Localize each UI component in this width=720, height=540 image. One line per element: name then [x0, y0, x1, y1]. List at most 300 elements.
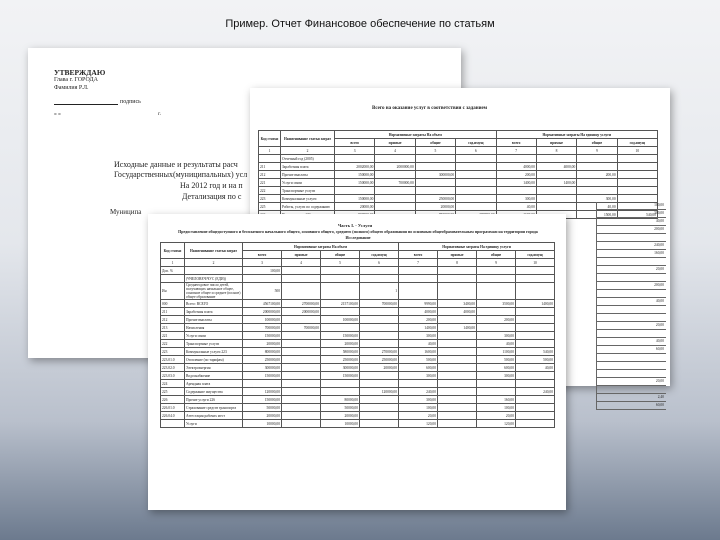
table-row [161, 356, 555, 364]
doc3-cell: Заработная плата [185, 308, 243, 316]
doc3-cell: 226 [161, 396, 185, 404]
doc2-subheader: прямые [375, 139, 415, 147]
table-row [161, 388, 555, 396]
doc2-column-number: 5 [415, 147, 455, 155]
doc3-cell: 120,00 [477, 420, 516, 428]
doc2-subheader: сод.имущ [456, 139, 496, 147]
doc3-cell [321, 388, 360, 396]
doc2-right-value: 60,00 [596, 402, 666, 410]
doc2-column-number: 4 [375, 147, 415, 155]
doc3-cell: 221 [161, 332, 185, 340]
table-row [161, 332, 555, 340]
doc2-cell [415, 163, 455, 171]
doc3-cell [243, 275, 282, 283]
doc3-cell: 120,00 [399, 420, 438, 428]
doc2-right-value [596, 386, 666, 394]
table-row [161, 275, 555, 283]
doc3-cell [360, 316, 399, 324]
doc3-cell: 100000,00 [243, 316, 282, 324]
doc3-cell: Аттестация рабочих мест [185, 412, 243, 420]
doc3-cell: 100,00 [477, 404, 516, 412]
doc3-cell [438, 332, 477, 340]
table-row [161, 348, 555, 356]
doc3-cell: 10000,00 [321, 420, 360, 428]
doc2-right-value: 300,00 [596, 210, 666, 218]
doc2-cell [617, 171, 657, 179]
doc2-cell [415, 179, 455, 187]
doc2-cell: 150000,00 [335, 195, 375, 203]
doc3-cell: Ин [161, 283, 185, 300]
table-row [259, 163, 658, 171]
doc3-cell: 700000,00 [360, 300, 399, 308]
table-row [259, 155, 658, 163]
doc3-cell: 700000,00 [243, 324, 282, 332]
doc3-cell: 300000,00 [243, 364, 282, 372]
doc3-cell: 1100,00 [477, 348, 516, 356]
signature-line [54, 104, 118, 105]
doc2-column-number: 8 [536, 147, 576, 155]
doc2-column-number: 2 [281, 147, 335, 155]
doc2-right-value: 100,00 [596, 202, 666, 210]
doc2-cell: 1500,00 [577, 211, 617, 219]
doc3-cell: 4000,00 [438, 308, 477, 316]
doc2-cell [536, 171, 576, 179]
doc3-cell [321, 324, 360, 332]
doc3-column-number: 7 [399, 259, 438, 267]
doc3-cell: 100,00 [399, 404, 438, 412]
doc3-cell [243, 380, 282, 388]
doc3-cell [516, 275, 555, 283]
doc2-cell: 540,00 [617, 211, 657, 219]
doc3-cell [438, 372, 477, 380]
doc2-cell [415, 155, 455, 163]
doc1-heading-4: Детализация по с [182, 192, 242, 201]
doc2-right-value [596, 370, 666, 378]
doc3-cell [161, 275, 185, 283]
doc3-cell: 4567100,00 [243, 300, 282, 308]
doc2-cell [617, 163, 657, 171]
doc3-cell: 9990,00 [399, 300, 438, 308]
doc2-cell: 223 [259, 195, 281, 203]
doc3-cell [438, 316, 477, 324]
doc2-cell [375, 187, 415, 195]
table-row [259, 179, 658, 187]
doc3-cell [438, 364, 477, 372]
doc3-cell [360, 308, 399, 316]
doc1-heading-3: На 2012 год и на п [180, 181, 243, 190]
doc3-cell [282, 380, 321, 388]
doc3-column-number: 3 [243, 259, 282, 267]
doc3-cell: 300000,00 [321, 364, 360, 372]
doc3-cell: 500 [243, 283, 282, 300]
doc3-cell: 1600,00 [399, 348, 438, 356]
doc3-cell [516, 267, 555, 275]
doc2-cell [496, 155, 536, 163]
doc3-cell [438, 267, 477, 275]
doc3-cell: 700000,00 [282, 324, 321, 332]
doc3-cell: 300,00 [399, 332, 438, 340]
doc3-cell: 300,00 [477, 332, 516, 340]
doc2-cell: 300,00 [496, 195, 536, 203]
doc2-subheader: сод.имущ [617, 139, 657, 147]
doc2-cell: 150000,00 [335, 171, 375, 179]
doc2-column-number: 6 [456, 147, 496, 155]
doc2-cell [456, 203, 496, 211]
doc3-cell: 500,00 [399, 356, 438, 364]
doc3-cell: 1400,00 [438, 324, 477, 332]
doc3-cell [516, 316, 555, 324]
doc3-cell: 300,00 [399, 372, 438, 380]
approver-name: Фамилия Р.Л. [54, 85, 89, 91]
doc2-subheader: всего [335, 139, 375, 147]
doc3-cell: 50000,00 [243, 404, 282, 412]
doc3-cell: 40,00 [399, 340, 438, 348]
doc2-right-value [596, 362, 666, 370]
doc3-cell: 270000,00 [360, 348, 399, 356]
doc3-cell: Электроэнергия [185, 364, 243, 372]
doc3-cell [516, 283, 555, 300]
doc3-cell [360, 275, 399, 283]
doc2-cell [456, 179, 496, 187]
doc3-cell: 226.04.0 [161, 412, 185, 420]
doc3-header-volume: Нормативные затраты На объем [243, 243, 399, 251]
doc3-cell [516, 404, 555, 412]
doc3-cell [282, 364, 321, 372]
doc3-cell: 2000000,00 [282, 308, 321, 316]
doc3-cell: Арендная плата [185, 380, 243, 388]
doc2-cell [375, 171, 415, 179]
doc2-cell: 40,00 [577, 203, 617, 211]
table-row [161, 324, 555, 332]
doc3-cell [399, 283, 438, 300]
doc3-cell [516, 396, 555, 404]
doc3-cell: Услуги связи [185, 332, 243, 340]
doc3-cell: 50000,00 [321, 404, 360, 412]
doc3-cell: 120000,00 [243, 388, 282, 396]
doc2-cell: 200,00 [577, 171, 617, 179]
doc3-cell: Всего: ВСЕГО [185, 300, 243, 308]
doc2-subheader: общие [415, 139, 455, 147]
doc2-cell: 300000,00 [415, 171, 455, 179]
doc3-subheader: прямые [438, 251, 477, 259]
doc3-cell [516, 308, 555, 316]
doc2-cell: 212 [259, 171, 281, 179]
table-row [259, 187, 658, 195]
doc2-cell [617, 179, 657, 187]
doc2-cell [577, 163, 617, 171]
doc3-cell [516, 412, 555, 420]
doc3-cell [438, 404, 477, 412]
doc1-heading-1: Исходные данные и результаты расч [114, 160, 238, 169]
doc3-cell [477, 267, 516, 275]
table-row [161, 412, 555, 420]
doc2-cell [536, 155, 576, 163]
doc3-cell: (ЧЧЕЛОВЕЧ/ЧУС (ЕДИ)) [185, 275, 243, 283]
doc3-cell: 80000,00 [321, 396, 360, 404]
doc2-right-column [596, 202, 666, 410]
doc3-cell: 20000,00 [243, 340, 282, 348]
doc3-cell [516, 372, 555, 380]
doc2-right-value [596, 314, 666, 322]
doc2-right-value: 160,00 [596, 250, 666, 258]
doc3-cell: 223 [161, 348, 185, 356]
doc3-cell: 20000,00 [243, 412, 282, 420]
doc2-right-value [596, 234, 666, 242]
doc2-cell: 211 [259, 163, 281, 171]
doc2-cell: 2000000,00 [375, 163, 415, 171]
table-row [161, 404, 555, 412]
doc3-part: Часть I. - Услуги [338, 223, 373, 228]
doc3-cell: 300,00 [399, 396, 438, 404]
table-row [161, 372, 555, 380]
doc3-cell [321, 267, 360, 275]
doc2-cell: 4000,00 [536, 163, 576, 171]
doc3-cell [321, 275, 360, 283]
doc2-cell: Работы, услуги по содержанию [281, 203, 335, 211]
doc2-cell: Отчетный год (2005) [281, 155, 335, 163]
doc3-cell: 1 [360, 283, 399, 300]
doc2-right-value [596, 274, 666, 282]
doc2-cell [259, 155, 281, 163]
doc3-cell: 1400,00 [399, 324, 438, 332]
doc3-cell [282, 412, 321, 420]
doc3-cell: 223.03.0 [161, 372, 185, 380]
doc2-right-value: 40,00 [596, 298, 666, 306]
doc3-cell: Прочие выплаты [185, 316, 243, 324]
doc3-cell: 540,00 [516, 348, 555, 356]
doc3-cell: 20,00 [477, 412, 516, 420]
doc3-cell [516, 380, 555, 388]
doc3-cell [282, 348, 321, 356]
doc2-cell: 40,00 [496, 203, 536, 211]
doc2-right-value: 60,00 [596, 346, 666, 354]
doc2-cell [536, 195, 576, 203]
doc3-cell [438, 420, 477, 428]
doc3-cell [360, 372, 399, 380]
doc3-cell [438, 380, 477, 388]
doc2-cell: 4000,00 [496, 163, 536, 171]
doc3-cell: 222 [161, 340, 185, 348]
slide-title: Пример. Отчет Финансовое обеспечение по статьям [225, 18, 495, 30]
doc3-cell: 800000,00 [243, 348, 282, 356]
doc3-cell: 250000,00 [321, 356, 360, 364]
doc3-cell: 580000,00 [321, 348, 360, 356]
doc1-heading-2: Государственных(муниципальных) усл [114, 170, 248, 179]
doc2-header-unit: Нормативные затраты На единицу услуги [496, 131, 658, 139]
doc3-cell: 160,00 [477, 396, 516, 404]
doc3-cell: 2157100,00 [321, 300, 360, 308]
doc3-column-number: 2 [185, 259, 243, 267]
doc3-cell [282, 388, 321, 396]
doc3-cell [477, 388, 516, 396]
doc2-cell [375, 203, 415, 211]
doc2-column-number: 10 [617, 147, 657, 155]
doc3-title: Предоставление общедоступного и бесплатного начального общего, основного общего, среднего (полного) общего образования по основным общеобразовательным программам на территории города Исследование [178, 229, 538, 240]
doc3-cell: 40,00 [516, 364, 555, 372]
doc3-cell [282, 340, 321, 348]
doc3-cell [282, 420, 321, 428]
doc2-right-value: 20,00 [596, 322, 666, 330]
doc2-header-name: Наименование статьи затрат [281, 131, 335, 147]
doc2-subheader: всего [496, 139, 536, 147]
doc2-column-number: 9 [577, 147, 617, 155]
doc2-title: Всего на оказание услуг в соответствии с заданием [372, 106, 488, 111]
doc3-cell: Транспортные услуги [185, 340, 243, 348]
doc3-subheader: общие [477, 251, 516, 259]
document-services-sheet [148, 214, 566, 510]
doc1-heading-5: Муниципа [110, 208, 142, 216]
doc2-column-number: 1 [259, 147, 281, 155]
doc3-cell: 150000,00 [243, 332, 282, 340]
date-line: « » [54, 111, 61, 117]
doc3-cell [321, 283, 360, 300]
doc2-cell: 222 [259, 187, 281, 195]
doc3-cell: Доп. % [161, 267, 185, 275]
doc3-cell [282, 404, 321, 412]
doc3-cell: 212 [161, 316, 185, 324]
doc2-cell: 20000,00 [415, 203, 455, 211]
table-row [161, 300, 555, 308]
doc2-cell [577, 179, 617, 187]
doc3-cell [399, 380, 438, 388]
doc2-cell [577, 187, 617, 195]
doc2-right-value [596, 306, 666, 314]
doc3-column-number: 1 [161, 259, 185, 267]
doc3-cell [360, 404, 399, 412]
doc2-cell: 700000,00 [375, 179, 415, 187]
doc3-cell: 500,00 [516, 356, 555, 364]
doc3-cell [477, 380, 516, 388]
doc3-cell: Содержание имущества [185, 388, 243, 396]
doc3-subheader: сод.имущ [516, 251, 555, 259]
doc3-cell: 000 [161, 300, 185, 308]
doc3-cell [185, 267, 243, 275]
doc2-right-value [596, 354, 666, 362]
doc3-cell [282, 275, 321, 283]
doc2-header-code: Код статьи [259, 131, 281, 147]
doc3-cell: 224 [161, 380, 185, 388]
doc3-table [160, 242, 555, 428]
doc3-cell: Услуги [185, 420, 243, 428]
doc3-cell [282, 283, 321, 300]
doc2-right-value: 40,00 [596, 338, 666, 346]
doc3-cell: 20000,00 [321, 340, 360, 348]
doc3-cell: Начисления [185, 324, 243, 332]
doc2-cell [536, 203, 576, 211]
doc3-column-number: 8 [438, 259, 477, 267]
table-row [161, 283, 555, 300]
table-row [161, 316, 555, 324]
doc3-cell: 200,00 [477, 316, 516, 324]
doc3-cell: 240,00 [516, 388, 555, 396]
doc3-cell: 2700000,00 [282, 300, 321, 308]
doc2-right-value: 2,40 [596, 394, 666, 402]
doc2-cell: 2002000,00 [335, 163, 375, 171]
doc3-header-name: Наименование статьи затрат [185, 243, 243, 259]
doc2-cell [536, 187, 576, 195]
table-row [161, 396, 555, 404]
doc3-cell [516, 332, 555, 340]
doc3-cell: 120000,00 [360, 388, 399, 396]
doc3-cell [438, 348, 477, 356]
doc3-cell [321, 308, 360, 316]
doc3-cell [360, 420, 399, 428]
doc2-right-value: 200,00 [596, 282, 666, 290]
doc3-cell: 150000,00 [321, 332, 360, 340]
doc2-right-value: 20,00 [596, 266, 666, 274]
doc3-cell [360, 332, 399, 340]
doc3-cell [399, 267, 438, 275]
doc3-subheader: сод.имущ [360, 251, 399, 259]
doc3-cell [516, 324, 555, 332]
doc2-cell [577, 155, 617, 163]
doc3-cell: 600,00 [399, 364, 438, 372]
doc2-cell: 300,00 [577, 195, 617, 203]
doc3-cell: 211 [161, 308, 185, 316]
doc3-cell [438, 340, 477, 348]
doc3-cell [438, 283, 477, 300]
doc2-cell: 221 [259, 179, 281, 187]
doc2-cell: 225 [259, 203, 281, 211]
approve-heading: УТВЕРЖДАЮ [54, 68, 106, 77]
doc3-cell: 20000,00 [321, 412, 360, 420]
doc2-cell: 250000,00 [415, 195, 455, 203]
doc2-column-number: 3 [335, 147, 375, 155]
date-suffix: г. [158, 111, 162, 117]
doc2-cell [456, 163, 496, 171]
doc3-subheader: всего [243, 251, 282, 259]
table-row [161, 267, 555, 275]
doc3-cell [282, 396, 321, 404]
doc3-cell [360, 340, 399, 348]
doc3-cell [282, 267, 321, 275]
doc2-cell [375, 155, 415, 163]
doc3-column-number: 4 [282, 259, 321, 267]
doc2-cell [617, 187, 657, 195]
table-row [161, 380, 555, 388]
doc3-cell: Прочие услуги 226 [185, 396, 243, 404]
doc2-cell [456, 195, 496, 203]
doc3-cell [477, 275, 516, 283]
doc2-cell: Услуги связи [281, 179, 335, 187]
doc2-cell: 200,00 [496, 171, 536, 179]
doc2-right-value: 240,00 [596, 242, 666, 250]
doc3-cell: Коммунальные услуги 223 [185, 348, 243, 356]
doc3-column-number: 10 [516, 259, 555, 267]
doc3-cell: 20000,00 [360, 364, 399, 372]
doc3-subheader: всего [399, 251, 438, 259]
doc3-cell [516, 420, 555, 428]
doc3-cell [282, 316, 321, 324]
doc2-cell: 20000,00 [335, 203, 375, 211]
doc3-cell: 223.02.0 [161, 364, 185, 372]
doc2-cell [335, 187, 375, 195]
doc3-cell [282, 356, 321, 364]
doc3-cell: 100000,00 [321, 316, 360, 324]
doc2-cell [456, 187, 496, 195]
doc2-subheader: прямые [536, 139, 576, 147]
doc2-right-value: 20,00 [596, 378, 666, 386]
doc3-cell [438, 275, 477, 283]
doc2-right-value [596, 258, 666, 266]
table-row [161, 364, 555, 372]
doc3-cell: 2000000,00 [243, 308, 282, 316]
doc3-cell [477, 324, 516, 332]
doc3-column-number: 6 [360, 259, 399, 267]
doc2-cell: 150000,00 [335, 179, 375, 187]
doc2-cell [496, 187, 536, 195]
doc3-cell [438, 356, 477, 364]
